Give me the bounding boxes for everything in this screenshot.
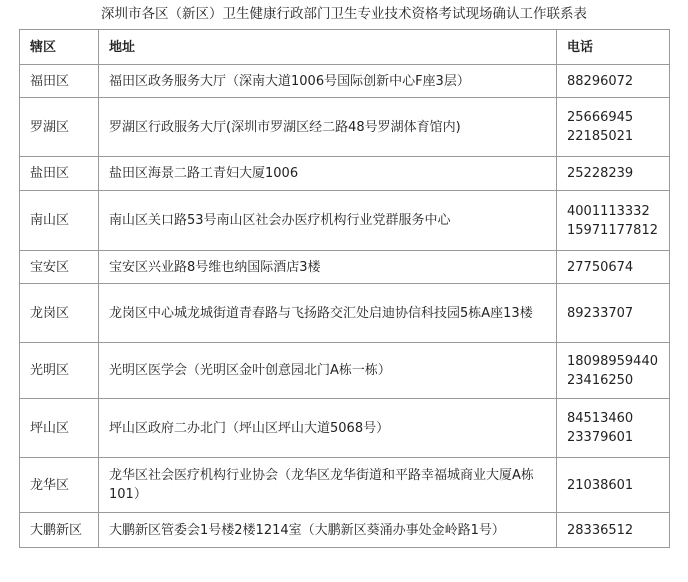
contact-table — [19, 29, 670, 548]
phone-number: 18098959440 — [567, 353, 658, 369]
phone-cell — [557, 284, 670, 343]
phone-number: 84513460 — [567, 411, 634, 426]
phone-cell — [557, 65, 670, 98]
district-cell: 南山区 — [20, 191, 99, 251]
table-row — [20, 284, 670, 343]
district-cell: 龙岗区 — [20, 284, 99, 343]
phone-cell — [557, 458, 670, 513]
phone-cell — [557, 191, 670, 251]
phone-number-secondary: 23416250 — [567, 372, 634, 388]
phone-cell — [557, 513, 670, 548]
district-cell: 龙华区 — [20, 458, 99, 513]
table-row — [20, 98, 670, 157]
address-cell: 坪山区政府二办北门（坪山区坪山大道5068号） — [99, 399, 557, 458]
table-row — [20, 157, 670, 191]
phone-number: 88296072 — [567, 73, 634, 89]
address-cell: 大鹏新区管委会1号楼2楼1214室（大鹏新区葵涌办事处金岭路1号） — [99, 513, 557, 548]
district-cell: 罗湖区 — [20, 98, 99, 157]
district-cell: 盐田区 — [20, 157, 99, 191]
phone-cell — [557, 399, 670, 458]
address-cell: 罗湖区行政服务大厅(深圳市罗湖区经二路48号罗湖体育馆内) — [99, 98, 557, 157]
phone-number: 89233707 — [567, 305, 634, 321]
address-cell: 盐田区海景二路工青妇大厦1006 — [99, 157, 557, 191]
phone-cell — [557, 343, 670, 399]
address-cell: 光明区医学会（光明区金叶创意园北门A栋一栋） — [99, 343, 557, 399]
phone-cell — [557, 251, 670, 284]
phone-number-secondary: 15971177812 — [567, 222, 658, 238]
table-header-row — [20, 30, 670, 65]
address-cell: 宝安区兴业路8号维也纳国际酒店3楼 — [99, 251, 557, 284]
table-row — [20, 65, 670, 98]
phone-number-secondary: 22185021 — [567, 129, 634, 144]
district-cell: 坪山区 — [20, 399, 99, 458]
table-row — [20, 191, 670, 251]
phone-number: 25666945 — [567, 110, 634, 125]
header-address: 地址 — [99, 30, 557, 65]
table-row — [20, 458, 670, 513]
phone-number: 25228239 — [567, 166, 634, 181]
table-row — [20, 399, 670, 458]
district-cell: 光明区 — [20, 343, 99, 399]
phone-cell — [557, 98, 670, 157]
phone-number: 4001113332 — [567, 203, 650, 219]
phone-number: 21038601 — [567, 477, 634, 493]
phone-cell — [557, 157, 670, 191]
table-row — [20, 251, 670, 284]
address-cell: 龙岗区中心城龙城街道青春路与飞扬路交汇处启迪协信科技园5栋A座13楼 — [99, 284, 557, 343]
district-cell: 福田区 — [20, 65, 99, 98]
page-title: 深圳市各区（新区）卫生健康行政部门卫生专业技术资格考试现场确认工作联系表 — [101, 6, 587, 22]
address-cell: 南山区关口路53号南山区社会办医疗机构行业党群服务中心 — [99, 191, 557, 251]
phone-number: 27750674 — [567, 259, 634, 275]
header-phone: 电话 — [557, 30, 670, 65]
phone-number-secondary: 23379601 — [567, 430, 634, 445]
district-cell: 宝安区 — [20, 251, 99, 284]
address-cell: 福田区政务服务大厅（深南大道1006号国际创新中心F座3层） — [99, 65, 557, 98]
district-cell: 大鹏新区 — [20, 513, 99, 548]
phone-number: 28336512 — [567, 522, 634, 538]
table-row — [20, 343, 670, 399]
header-district: 辖区 — [20, 30, 99, 65]
address-cell: 龙华区社会医疗机构行业协会（龙华区龙华街道和平路幸福城商业大厦A栋101） — [99, 458, 557, 513]
table-row — [20, 513, 670, 548]
